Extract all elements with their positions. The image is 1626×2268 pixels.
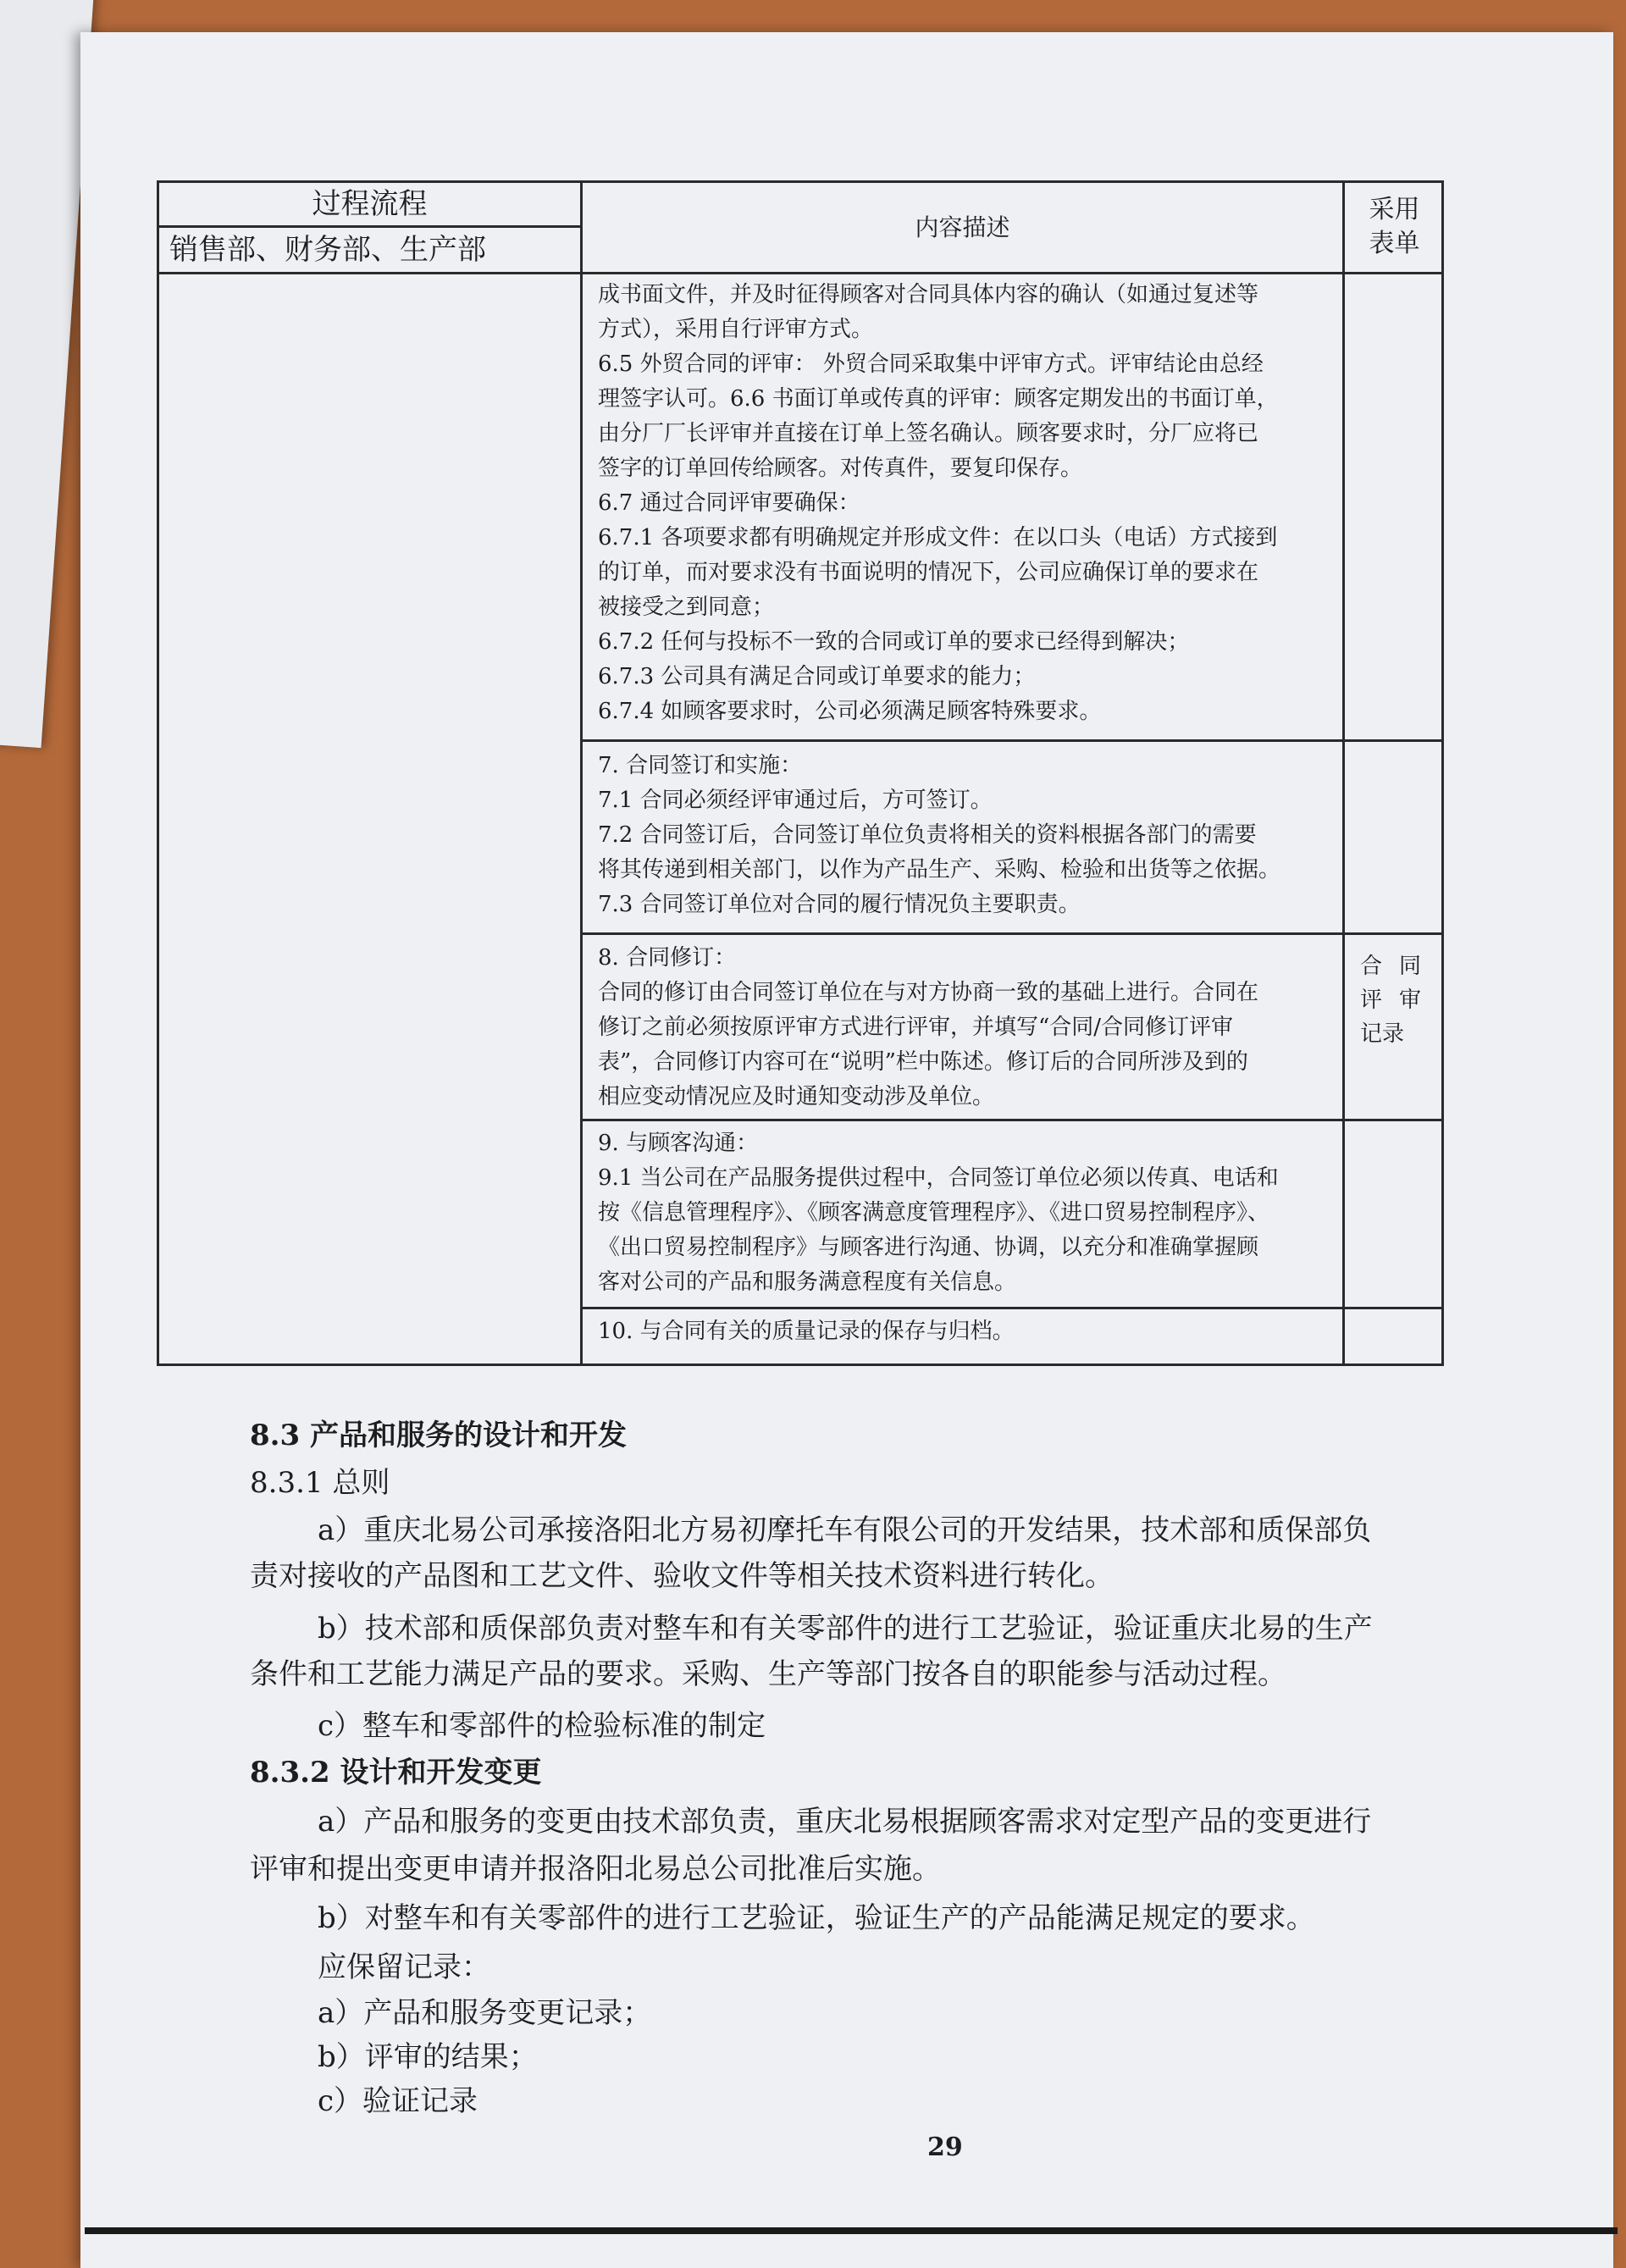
content-line: 方式），采用自行评审方式。 [598, 317, 874, 342]
content-line: 6.7.2 任何与投标不一致的合同或订单的要求已经得到解决； [598, 629, 1190, 655]
paragraph: b）对整车和有关零部件的进行工艺验证，验证生产的产品能满足规定的要求。 [318, 1901, 1315, 1935]
records-title: 应保留记录： [318, 1950, 490, 1984]
content-line: 由分厂厂长评审并直接在订单上签名确认。顾客要求时，分厂应将已 [598, 421, 1259, 446]
content-line: 7.2 合同签订后，合同签订单位负责将相关的资料根据各部门的需要 [598, 822, 1257, 848]
content-line: 按《信息管理程序》、《顾客满意度管理程序》、《进口贸易控制程序》、 [598, 1200, 1270, 1225]
content-line: 将其传递到相关部门，以作为产品生产、采购、检验和出货等之依据。 [598, 857, 1281, 882]
content-line: 6.5 外贸合同的评审： 外贸合同采取集中评审方式。评审结论由总经 [598, 351, 1264, 377]
paragraph: b）技术部和质保部负责对整车和有关零部件的进行工艺验证，验证重庆北易的生产 [318, 1612, 1373, 1646]
content-line: 成书面文件，并及时征得顾客对合同具体内容的确认（如通过复述等 [598, 282, 1259, 307]
header-content: 内容描述 [915, 213, 1010, 241]
content-block-10 [598, 1314, 1339, 1349]
header-form-line2: 表单 [1369, 229, 1420, 258]
content-line: 理签字认可。6.6 书面订单或传真的评审：顾客定期发出的书面订单， [598, 386, 1279, 412]
header-departments: 销售部、财务部、生产部 [169, 233, 486, 267]
content-block-6 [598, 278, 1339, 729]
paragraph: a）产品和服务的变更由技术部负责，重庆北易根据顾客需求对定型产品的变更进行 [318, 1805, 1372, 1839]
content-line: 6.7 通过合同评审要确保： [598, 490, 860, 516]
block-divider-3 [580, 1119, 1444, 1121]
content-line: 6.7.3 公司具有满足合同或订单要求的能力； [598, 664, 1036, 689]
content-line: 相应变动情况应及时通知变动涉及单位。 [598, 1084, 995, 1109]
record-item: b）评审的结果； [318, 2040, 538, 2074]
block-divider-2 [580, 932, 1444, 935]
binding-edge [85, 2227, 1618, 2234]
content-line: 被接受之到同意； [598, 595, 775, 620]
content-line: 10. 与合同有关的质量记录的保存与归档。 [598, 1319, 1015, 1344]
page-number: 29 [927, 2132, 963, 2162]
paragraph: 评审和提出变更申请并报洛阳北易总公司批准后实施。 [250, 1852, 941, 1886]
content-line: 7.1 合同必须经评审通过后，方可签订。 [598, 788, 993, 813]
form-name-line: 评审 [1360, 987, 1439, 1013]
content-line: 签字的订单回传给顾客。对传真件，要复印保存。 [598, 456, 1083, 481]
form-contract-review-record [1360, 949, 1441, 1051]
heading-8-3-2: 8.3.2 设计和开发变更 [250, 1756, 542, 1790]
content-line: 《出口贸易控制程序》与顾客进行沟通、协调，以充分和准确掌握顾 [598, 1235, 1259, 1260]
header-bottom-line [159, 272, 1444, 274]
content-line: 的订单，而对要求没有书面说明的情况下，公司应确保订单的要求在 [598, 560, 1259, 585]
block-divider-4 [580, 1307, 1444, 1309]
header-process: 过程流程 [312, 187, 428, 221]
content-line: 9. 与顾客沟通： [598, 1131, 759, 1156]
paragraph: 条件和工艺能力满足产品的要求。采购、生产等部门按各自的职能参与活动过程。 [250, 1657, 1286, 1691]
col-divider-1 [580, 183, 583, 1366]
content-line: 8. 合同修订： [598, 945, 737, 971]
form-name-line: 记录 [1360, 1021, 1405, 1047]
content-line: 修订之前必须按原评审方式进行评审，并填写“合同/合同修订评审 [598, 1015, 1234, 1040]
block-divider-1 [580, 739, 1444, 742]
content-line: 合同的修订由合同签订单位在与对方协商一致的基础上进行。合同在 [598, 980, 1259, 1005]
form-name-line: 合同 [1360, 954, 1439, 979]
content-line: 客对公司的产品和服务满意程度有关信息。 [598, 1270, 1017, 1295]
content-line: 7.3 合同签订单位对合同的履行情况负主要职责。 [598, 892, 1081, 917]
content-line: 6.7.4 如顾客要求时，公司必须满足顾客特殊要求。 [598, 699, 1102, 724]
paragraph: c）整车和零部件的检验标准的制定 [318, 1709, 766, 1743]
content-block-7 [598, 749, 1339, 922]
heading-8-3-1: 8.3.1 总则 [250, 1466, 390, 1500]
content-line: 7. 合同签订和实施： [598, 753, 803, 778]
process-table [157, 180, 1444, 1366]
document-page [80, 32, 1613, 2268]
content-line: 表”，合同修订内容可在“说明”栏中陈述。修订后的合同所涉及到的 [598, 1049, 1248, 1075]
paragraph: a）重庆北易公司承接洛阳北方易初摩托车有限公司的开发结果，技术部和质保部负 [318, 1513, 1372, 1547]
paragraph: 责对接收的产品图和工艺文件、验收文件等相关技术资料进行转化。 [250, 1559, 1114, 1593]
record-item: a）产品和服务变更记录； [318, 1996, 652, 2030]
header-form-line1: 采用 [1369, 195, 1420, 224]
content-block-8 [598, 941, 1339, 1115]
content-block-9 [598, 1126, 1339, 1300]
record-item: c）验证记录 [318, 2084, 478, 2118]
content-line: 9.1 当公司在产品服务提供过程中，合同签订单位必须以传真、电话和 [598, 1165, 1279, 1191]
header-form [1345, 193, 1444, 269]
heading-8-3: 8.3 产品和服务的设计和开发 [250, 1419, 627, 1452]
col-divider-2 [1342, 183, 1345, 1366]
content-line: 6.7.1 各项要求都有明确规定并形成文件：在以口头（电话）方式接到 [598, 525, 1278, 550]
